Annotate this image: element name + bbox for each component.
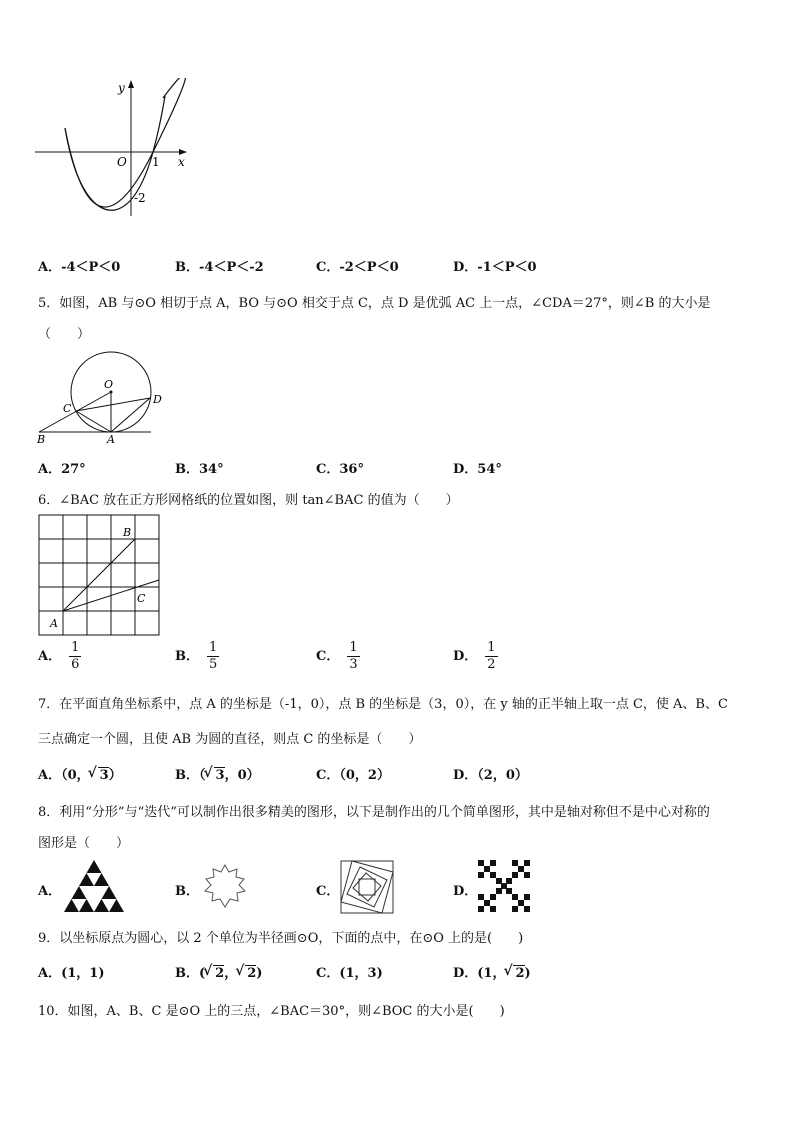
option-text: -4＜P＜0 [61, 260, 121, 275]
tick-one-label: 1 [152, 155, 160, 169]
point-d-label: D [153, 393, 162, 406]
point-a-label: A [50, 617, 58, 630]
sqrt-value: √ 3 [214, 767, 225, 783]
option-text: 34° [199, 462, 224, 477]
fraction [207, 640, 219, 673]
q4-option-c[interactable] [316, 256, 399, 275]
sqrt-value: √ 3 [98, 767, 109, 783]
q9-option-a[interactable] [38, 962, 105, 981]
nested-squares-figure [340, 860, 394, 914]
koch-snowflake-figure [200, 862, 250, 912]
q7-option-d[interactable] [453, 764, 528, 783]
option-text: (1，1) [61, 966, 105, 981]
q4-option-b[interactable] [175, 256, 264, 275]
q5-answer-bracket: （ ） [38, 327, 91, 342]
point-c-label: C [137, 592, 146, 605]
q9-option-c[interactable] [316, 962, 383, 981]
option-label: B． [175, 649, 199, 664]
checkered-x-figure [478, 860, 530, 912]
q9-option-b[interactable] [175, 962, 262, 981]
q5-circle-figure [35, 350, 170, 445]
q5-option-a[interactable] [38, 458, 86, 477]
q8-option-c-label[interactable]: C． [316, 884, 340, 899]
option-text: （0，2） [339, 768, 390, 783]
q8-option-b-label[interactable]: B． [175, 884, 199, 899]
sqrt-value: √ 2 [213, 965, 224, 981]
option-text: 27° [61, 462, 86, 477]
sqrt-value: √ 2 [513, 965, 524, 981]
option-label: A． [38, 462, 62, 477]
fraction [485, 640, 497, 673]
sierpinski-triangle-figure [64, 860, 124, 912]
q5-option-b[interactable] [175, 458, 224, 477]
point-b-label: B [123, 526, 132, 539]
q4-parabola-graph [35, 78, 195, 218]
q8-option-a-label[interactable]: A． [38, 884, 62, 899]
option-label: D． [453, 462, 478, 477]
numerator: 1 [349, 640, 358, 655]
option-text: -1＜P＜0 [477, 260, 537, 275]
option-label: D． [453, 260, 478, 275]
option-text: ( [199, 966, 206, 981]
q7-stem-line2: 三点确定一个圆，且使 AB 为圆的直径，则点 C 的坐标是（ ） [38, 732, 422, 747]
x-axis-label: x [178, 155, 185, 169]
point-a-label: A [107, 433, 115, 445]
q7-option-a[interactable] [38, 764, 122, 783]
sqrt-value: √ 2 [245, 965, 256, 981]
option-text: -2＜P＜0 [339, 260, 399, 275]
denominator: 2 [487, 657, 496, 672]
option-text: ， [224, 966, 238, 981]
option-label: C． [316, 768, 340, 783]
option-label: C． [316, 966, 340, 981]
denominator: 6 [71, 657, 80, 672]
q6-option-d[interactable] [453, 640, 498, 673]
option-text: （2，0） [477, 768, 528, 783]
option-label: C． [316, 649, 340, 664]
q6-stem: 6．∠BAC 放在正方形网格纸的位置如图，则 tan∠BAC 的值为（ ） [38, 493, 459, 508]
q4-option-a[interactable] [38, 256, 120, 275]
tick-minus-two-label: -2 [134, 191, 146, 205]
q4-option-d[interactable] [453, 256, 537, 275]
q7-option-b[interactable] [175, 764, 260, 783]
option-label: A． [38, 649, 62, 664]
option-label: B． [175, 966, 199, 981]
q8-stem-line1: 8．利用“分形”与“迭代”可以制作出很多精美的图形，以下是制作出的几个简单图形，其中是轴对称但不是中心对称的 [38, 805, 710, 820]
option-label: A． [38, 768, 62, 783]
fraction [69, 640, 81, 673]
option-text: （ [199, 768, 206, 783]
option-text: ) [256, 966, 263, 981]
q6-option-b[interactable] [175, 640, 219, 673]
option-text: (1， [477, 966, 506, 981]
origin-label: O [117, 155, 127, 169]
q9-stem: 9．以坐标原点为圆心，以 2 个单位为半径画⊙O，下面的点中，在⊙O 上的是( ) [38, 931, 524, 946]
option-label: D． [453, 966, 478, 981]
point-b-label: B [37, 433, 46, 445]
option-label: D． [453, 768, 478, 783]
denominator: 5 [209, 657, 218, 672]
option-text: ) [524, 966, 531, 981]
q7-option-c[interactable] [316, 764, 390, 783]
denominator: 3 [349, 657, 358, 672]
q5-option-c[interactable] [316, 458, 364, 477]
q8-stem-line2: 图形是（ ） [38, 836, 130, 851]
q5-option-d[interactable] [453, 458, 502, 477]
numerator: 1 [71, 640, 80, 655]
option-label: B． [175, 462, 199, 477]
point-o-label: O [104, 378, 114, 391]
q8-option-d-label[interactable]: D． [453, 884, 478, 899]
q6-option-a[interactable] [38, 640, 81, 673]
q6-option-c[interactable] [316, 640, 360, 673]
option-label: A． [38, 966, 62, 981]
point-c-label: C [63, 402, 72, 415]
option-label: D． [453, 649, 478, 664]
option-text: ，0） [224, 768, 260, 783]
q9-option-d[interactable] [453, 962, 531, 981]
q7-stem-line1: 7．在平面直角坐标系中，点 A 的坐标是（-1，0），点 B 的坐标是（3，0），在 y 轴的正半轴上取一点 C，使 A、B、C [38, 697, 728, 712]
numerator: 1 [487, 640, 496, 655]
option-label: B． [175, 260, 199, 275]
fraction [347, 640, 359, 673]
option-label: C． [316, 462, 340, 477]
option-label: A． [38, 260, 62, 275]
numerator: 1 [209, 640, 218, 655]
option-text: -4＜P＜-2 [199, 260, 264, 275]
option-text: （0， [61, 768, 90, 783]
option-text: 36° [339, 462, 364, 477]
q5-stem: 5．如图，AB 与⊙O 相切于点 A，BO 与⊙O 相交于点 C，点 D 是优弧 AC 上一点，∠CDA＝27°，则∠B 的大小是 [38, 296, 711, 311]
q10-stem: 10．如图，A、B、C 是⊙O 上的三点，∠BAC＝30°，则∠BOC 的大小是( ) [38, 1004, 505, 1019]
option-text: 54° [477, 462, 502, 477]
option-text: (1，3) [339, 966, 383, 981]
option-label: C． [316, 260, 340, 275]
option-text: ） [108, 768, 122, 783]
option-label: B． [175, 768, 199, 783]
q6-grid-figure [38, 514, 162, 638]
y-axis-label: y [118, 81, 125, 95]
